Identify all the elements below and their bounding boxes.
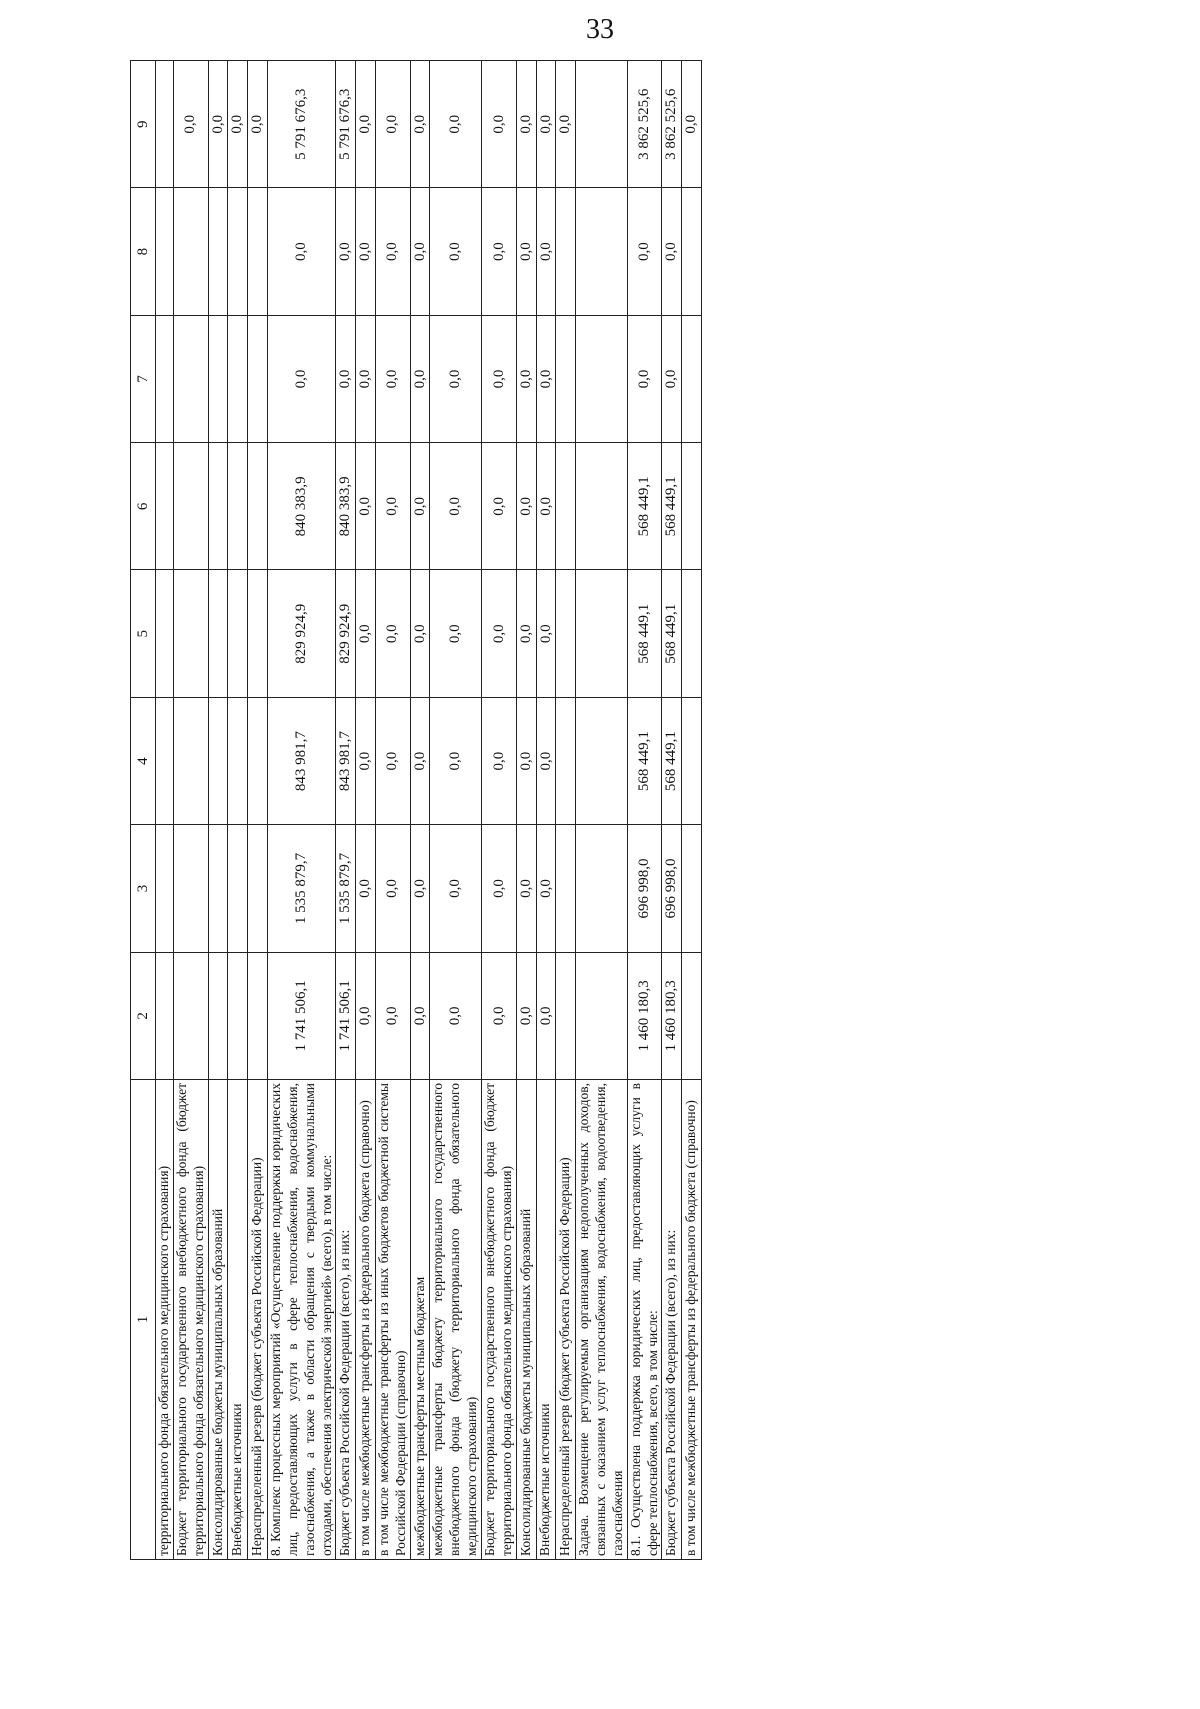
value-cell [556, 825, 576, 952]
row-label: Бюджет территориального государственного внебюджетного фонда (бюджет территориального фонда обязательного медицинского страхования) [482, 1080, 517, 1560]
value-cell [576, 188, 628, 315]
value-cell [156, 952, 174, 1079]
header-cell: 5 [131, 570, 156, 697]
value-cell: 0,0 [556, 61, 576, 188]
table-row [173, 61, 208, 1560]
row-label: межбюджетные трансферты местным бюджетам [410, 1080, 430, 1560]
value-cell: 0,0 [375, 443, 410, 570]
row-label: Внебюджетные источники [228, 1080, 248, 1560]
value-cell: 696 998,0 [627, 825, 662, 952]
value-cell: 0,0 [536, 697, 556, 824]
value-cell [208, 315, 228, 442]
value-cell [556, 952, 576, 1079]
value-cell [228, 443, 248, 570]
value-cell: 568 449,1 [662, 443, 682, 570]
table-row [208, 61, 228, 1560]
value-cell: 0,0 [336, 315, 356, 442]
value-cell: 0,0 [662, 188, 682, 315]
value-cell [228, 315, 248, 442]
row-label: 8.1. Осуществлена поддержка юридических лиц, предоставляющих услуги в сфере теплоснабжения, всего, в том числе: [627, 1080, 662, 1560]
value-cell [156, 697, 174, 824]
value-cell [173, 315, 208, 442]
value-cell: 0,0 [516, 952, 536, 1079]
value-cell: 0,0 [627, 188, 662, 315]
header-cell: 9 [131, 61, 156, 188]
value-cell: 0,0 [410, 825, 430, 952]
row-label: территориального фонда обязательного медицинского страхования) [156, 1080, 174, 1560]
value-cell: 0,0 [248, 61, 268, 188]
value-cell: 0,0 [228, 61, 248, 188]
value-cell [248, 825, 268, 952]
value-cell [208, 952, 228, 1079]
value-cell [248, 443, 268, 570]
row-label: Консолидированные бюджеты муниципальных образований [208, 1080, 228, 1560]
value-cell: 0,0 [536, 825, 556, 952]
value-cell: 0,0 [482, 570, 517, 697]
value-cell: 829 924,9 [267, 570, 336, 697]
header-cell: 1 [131, 1080, 156, 1560]
page-number: 33 [586, 14, 614, 45]
value-cell [248, 188, 268, 315]
value-cell: 0,0 [356, 61, 376, 188]
value-cell [576, 61, 628, 188]
table-row [156, 61, 174, 1560]
value-cell: 0,0 [482, 952, 517, 1079]
value-cell [156, 61, 174, 188]
value-cell: 0,0 [536, 952, 556, 1079]
value-cell: 0,0 [536, 570, 556, 697]
value-cell: 840 383,9 [267, 443, 336, 570]
value-cell: 0,0 [375, 315, 410, 442]
value-cell [248, 315, 268, 442]
value-cell [156, 443, 174, 570]
value-cell [682, 825, 702, 952]
value-cell: 0,0 [482, 825, 517, 952]
value-cell [156, 188, 174, 315]
value-cell [208, 443, 228, 570]
value-cell [228, 570, 248, 697]
row-label: Нераспределенный резерв (бюджет субъекта Российской Федерации) [248, 1080, 268, 1560]
table-row [682, 61, 702, 1560]
rotated-table-wrapper [130, 60, 1200, 1560]
value-cell [576, 443, 628, 570]
value-cell [208, 825, 228, 952]
row-label: Нераспределенный резерв (бюджет субъекта Российской Федерации) [556, 1080, 576, 1560]
value-cell: 0,0 [536, 61, 556, 188]
row-label: Бюджет территориального государственного внебюджетного фонда (бюджет территориального фонда обязательного медицинского страхования) [173, 1080, 208, 1560]
value-cell: 0,0 [410, 570, 430, 697]
value-cell [248, 697, 268, 824]
table-row [248, 61, 268, 1560]
value-cell: 0,0 [482, 315, 517, 442]
value-cell [228, 697, 248, 824]
row-label: 8. Комплекс процессных мероприятий «Осуществление поддержки юридических лиц, предоставляющих услуги в сфере теплоснабжения, водоснабжения, газоснабжения, а также в области обращения с твердыми коммунальными отходами, обеспечения электрической энергией» (всего), в том числе: [267, 1080, 336, 1560]
value-cell [156, 315, 174, 442]
value-cell: 0,0 [208, 61, 228, 188]
value-cell: 0,0 [430, 188, 482, 315]
value-cell: 568 449,1 [627, 570, 662, 697]
value-cell [556, 697, 576, 824]
value-cell: 0,0 [375, 952, 410, 1079]
table-row [482, 61, 517, 1560]
table-row [430, 61, 482, 1560]
table-row [627, 61, 662, 1560]
value-cell [208, 188, 228, 315]
table-row [662, 61, 682, 1560]
value-cell [173, 188, 208, 315]
value-cell: 0,0 [516, 825, 536, 952]
value-cell: 0,0 [267, 315, 336, 442]
table-row [516, 61, 536, 1560]
value-cell: 0,0 [430, 952, 482, 1079]
value-cell: 0,0 [430, 570, 482, 697]
value-cell: 5 791 676,3 [336, 61, 356, 188]
value-cell: 0,0 [682, 61, 702, 188]
budget-table [130, 60, 702, 1560]
table-body [156, 61, 702, 1560]
value-cell: 0,0 [410, 61, 430, 188]
value-cell: 0,0 [356, 315, 376, 442]
row-label: в том числе межбюджетные трансферты из федерального бюджета (справочно) [682, 1080, 702, 1560]
header-cell: 4 [131, 697, 156, 824]
header-cell: 6 [131, 443, 156, 570]
value-cell: 0,0 [336, 188, 356, 315]
value-cell: 0,0 [356, 952, 376, 1079]
value-cell [173, 570, 208, 697]
value-cell: 0,0 [375, 825, 410, 952]
value-cell [576, 952, 628, 1079]
row-label: Внебюджетные источники [536, 1080, 556, 1560]
table-row [267, 61, 336, 1560]
value-cell: 0,0 [482, 697, 517, 824]
value-cell: 568 449,1 [627, 697, 662, 824]
value-cell: 568 449,1 [627, 443, 662, 570]
table-row [536, 61, 556, 1560]
table-row [375, 61, 410, 1560]
value-cell [556, 188, 576, 315]
table-row [356, 61, 376, 1560]
value-cell [576, 697, 628, 824]
value-cell: 1 741 506,1 [336, 952, 356, 1079]
value-cell: 0,0 [375, 61, 410, 188]
value-cell: 0,0 [356, 188, 376, 315]
value-cell: 0,0 [482, 443, 517, 570]
value-cell: 0,0 [516, 61, 536, 188]
value-cell: 568 449,1 [662, 570, 682, 697]
value-cell: 0,0 [482, 188, 517, 315]
value-cell [556, 443, 576, 570]
row-label: в том числе межбюджетные трансферты из федерального бюджета (справочно) [356, 1080, 376, 1560]
table-row [576, 61, 628, 1560]
row-label: в том числе межбюджетные трансферты из иных бюджетов бюджетной системы Российской Федерации (справочно) [375, 1080, 410, 1560]
header-cell: 3 [131, 825, 156, 952]
value-cell [556, 315, 576, 442]
value-cell: 0,0 [375, 697, 410, 824]
value-cell: 1 535 879,7 [267, 825, 336, 952]
value-cell: 0,0 [356, 697, 376, 824]
value-cell: 0,0 [410, 952, 430, 1079]
value-cell [208, 570, 228, 697]
table-header-row [131, 61, 156, 1560]
table-row [410, 61, 430, 1560]
value-cell [682, 188, 702, 315]
value-cell: 1 535 879,7 [336, 825, 356, 952]
value-cell [248, 570, 268, 697]
value-cell: 0,0 [430, 61, 482, 188]
value-cell [576, 315, 628, 442]
value-cell [156, 570, 174, 697]
value-cell: 843 981,7 [336, 697, 356, 824]
value-cell [228, 825, 248, 952]
value-cell: 3 862 525,6 [662, 61, 682, 188]
table-row [228, 61, 248, 1560]
value-cell [173, 443, 208, 570]
value-cell: 0,0 [430, 697, 482, 824]
value-cell [576, 825, 628, 952]
value-cell: 0,0 [173, 61, 208, 188]
value-cell: 840 383,9 [336, 443, 356, 570]
value-cell: 0,0 [430, 825, 482, 952]
value-cell: 843 981,7 [267, 697, 336, 824]
value-cell [682, 952, 702, 1079]
row-label: межбюджетные трансферты бюджету территориального государственного внебюджетного фонда (бюджету территориального фонда обязательного медицинского страхования) [430, 1080, 482, 1560]
value-cell: 0,0 [356, 570, 376, 697]
value-cell [228, 952, 248, 1079]
value-cell: 0,0 [410, 315, 430, 442]
value-cell: 0,0 [516, 570, 536, 697]
header-cell: 7 [131, 315, 156, 442]
value-cell [682, 315, 702, 442]
value-cell: 1 460 180,3 [627, 952, 662, 1079]
value-cell [556, 570, 576, 697]
value-cell [173, 952, 208, 1079]
header-cell: 2 [131, 952, 156, 1079]
value-cell: 696 998,0 [662, 825, 682, 952]
value-cell [208, 697, 228, 824]
value-cell: 0,0 [410, 443, 430, 570]
value-cell: 0,0 [430, 443, 482, 570]
value-cell: 0,0 [516, 188, 536, 315]
row-label: Бюджет субъекта Российской Федерации (всего), из них: [662, 1080, 682, 1560]
value-cell [682, 697, 702, 824]
row-label: Бюджет субъекта Российской Федерации (всего), из них: [336, 1080, 356, 1560]
value-cell [173, 825, 208, 952]
value-cell: 1 741 506,1 [267, 952, 336, 1079]
value-cell: 0,0 [516, 443, 536, 570]
value-cell: 0,0 [482, 61, 517, 188]
value-cell: 0,0 [516, 697, 536, 824]
value-cell [228, 188, 248, 315]
value-cell [682, 443, 702, 570]
header-cell: 8 [131, 188, 156, 315]
table-row [336, 61, 356, 1560]
value-cell: 5 791 676,3 [267, 61, 336, 188]
value-cell: 0,0 [662, 315, 682, 442]
value-cell [248, 952, 268, 1079]
value-cell [576, 570, 628, 697]
value-cell: 0,0 [536, 188, 556, 315]
value-cell: 0,0 [536, 443, 556, 570]
value-cell: 0,0 [356, 825, 376, 952]
value-cell [156, 825, 174, 952]
value-cell: 568 449,1 [662, 697, 682, 824]
value-cell: 0,0 [267, 188, 336, 315]
row-label: Задача. Возмещение регулируемым организациям недополученных доходов, связанных с оказанием услуг теплоснабжения, водоснабжения, водоотведения, газоснабжения [576, 1080, 628, 1560]
value-cell [682, 570, 702, 697]
value-cell: 0,0 [430, 315, 482, 442]
table-row [556, 61, 576, 1560]
value-cell: 0,0 [410, 188, 430, 315]
value-cell: 0,0 [375, 570, 410, 697]
value-cell: 0,0 [536, 315, 556, 442]
value-cell: 829 924,9 [336, 570, 356, 697]
value-cell: 0,0 [516, 315, 536, 442]
value-cell: 0,0 [410, 697, 430, 824]
value-cell [173, 697, 208, 824]
value-cell: 0,0 [356, 443, 376, 570]
value-cell: 0,0 [627, 315, 662, 442]
row-label: Консолидированные бюджеты муниципальных образований [516, 1080, 536, 1560]
value-cell: 1 460 180,3 [662, 952, 682, 1079]
value-cell: 3 862 525,6 [627, 61, 662, 188]
value-cell: 0,0 [375, 188, 410, 315]
